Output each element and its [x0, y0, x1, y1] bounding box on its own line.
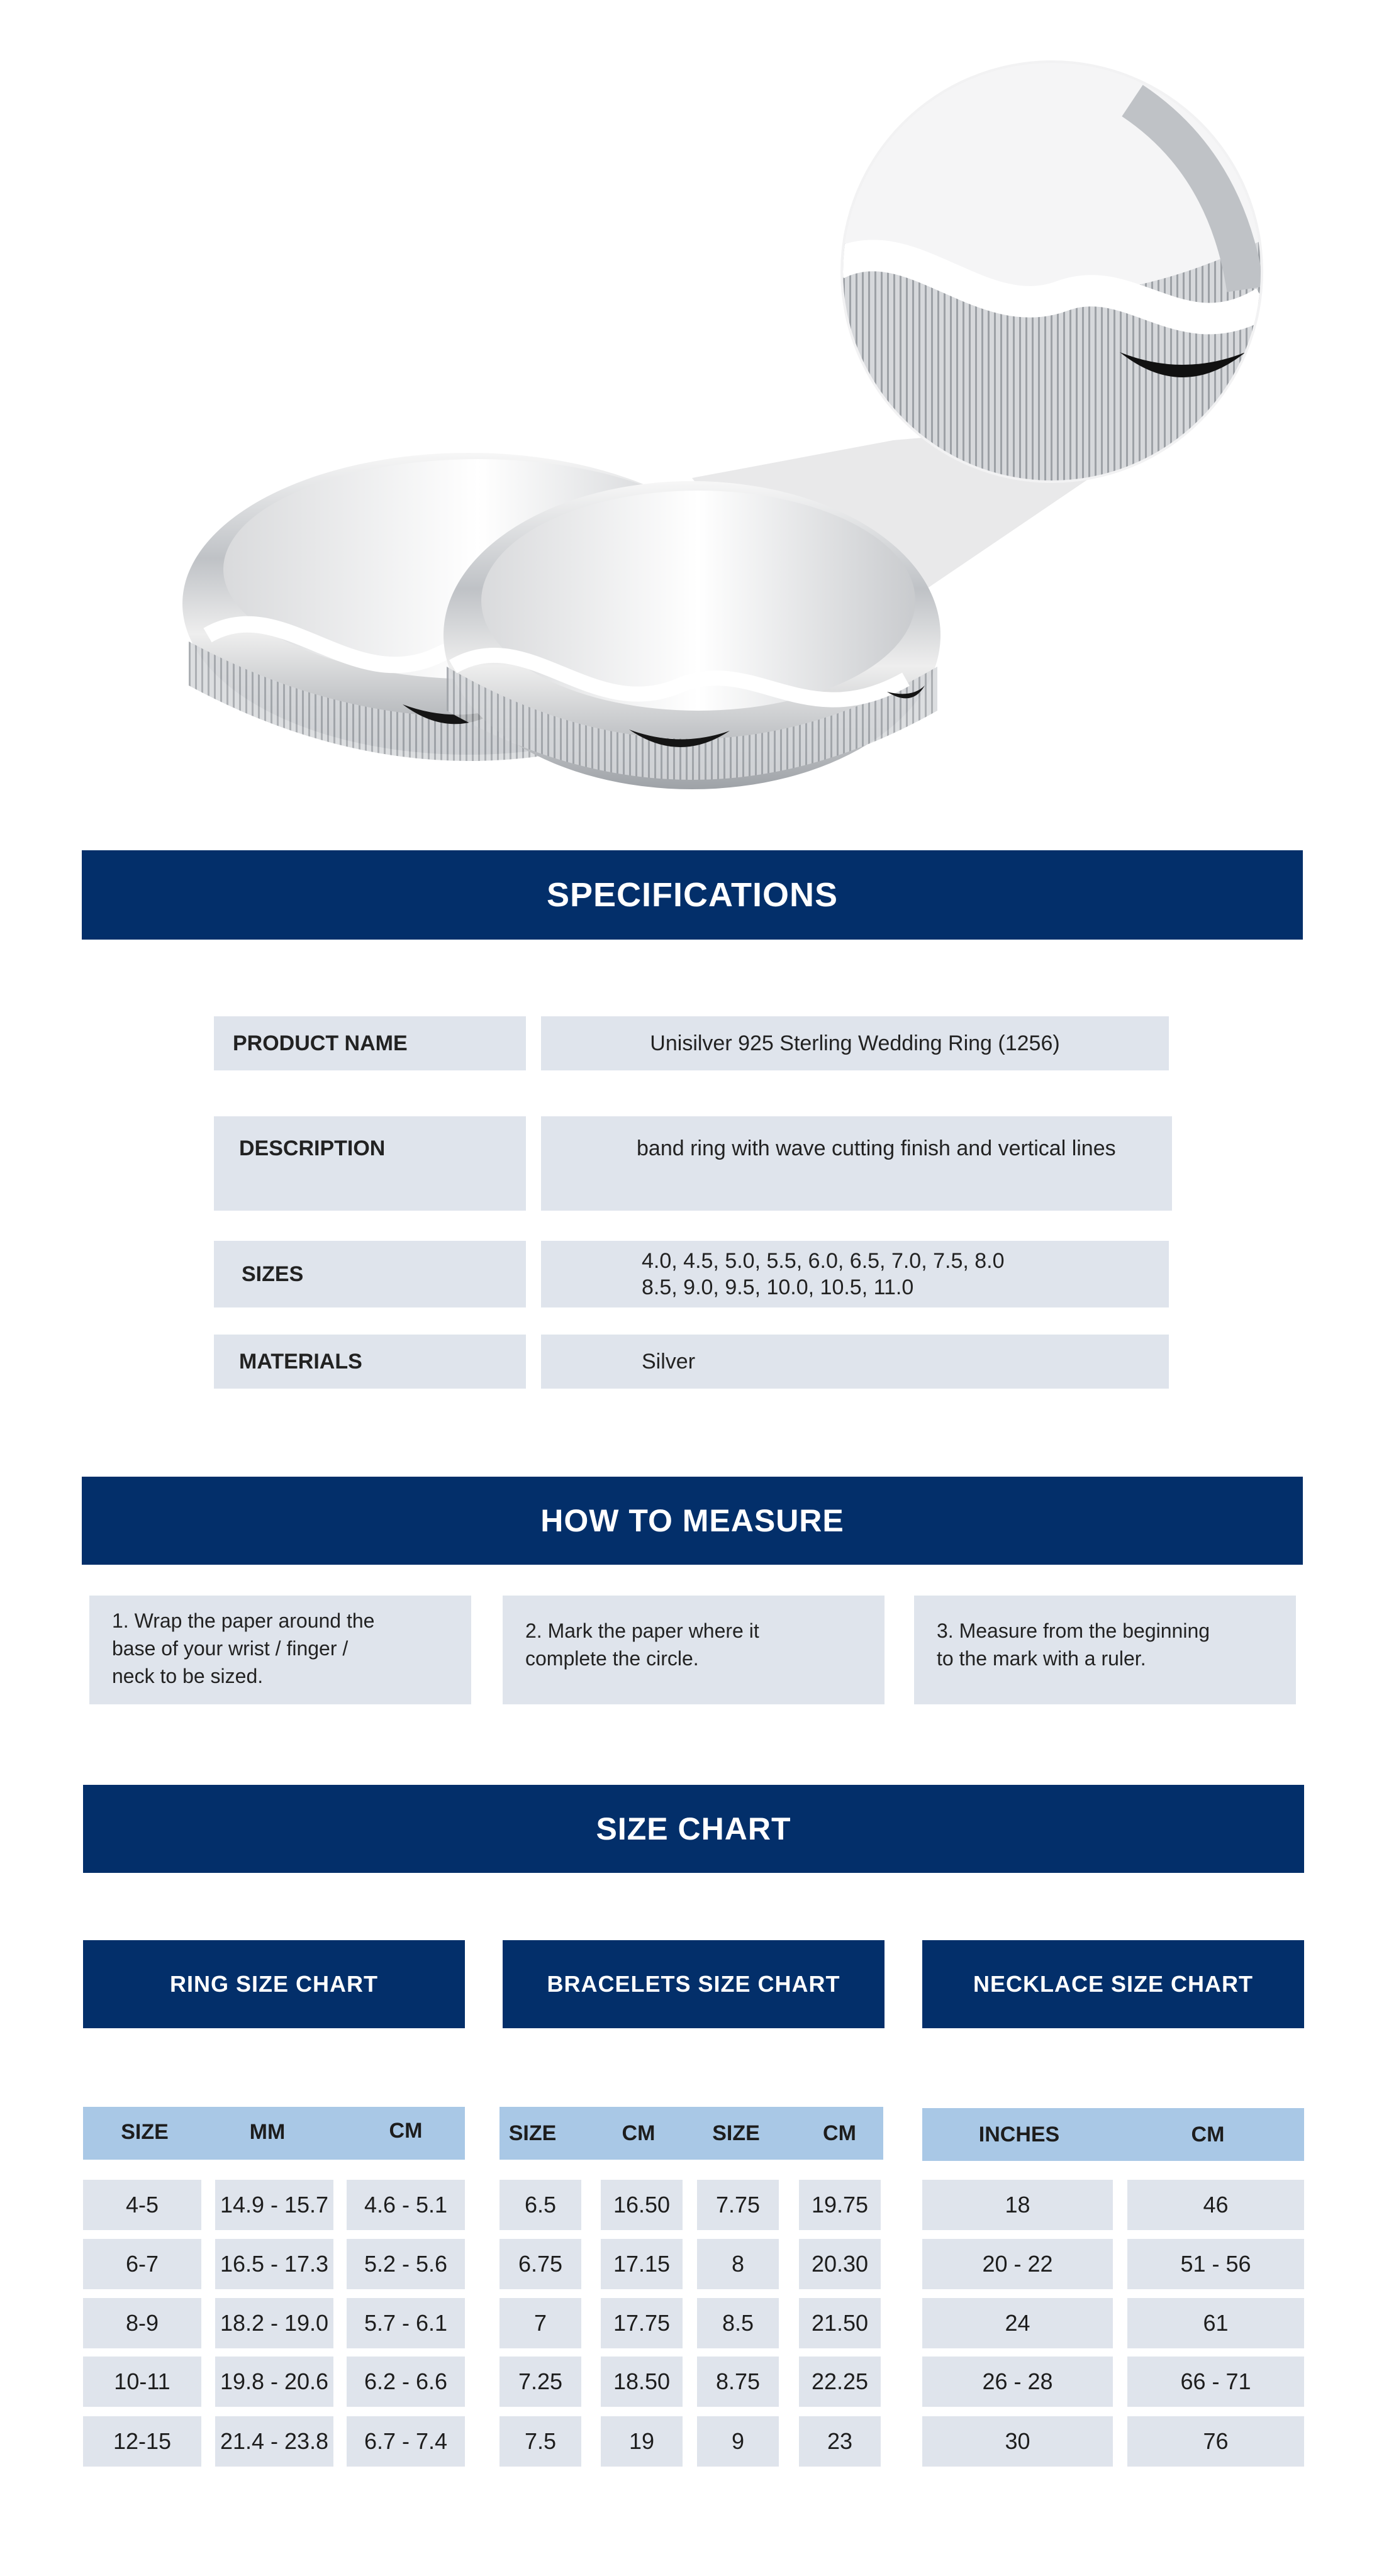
- necklace-cell: 46: [1127, 2180, 1304, 2230]
- bracelet-cell: 21.50: [799, 2298, 881, 2348]
- necklace-cell: 30: [922, 2416, 1113, 2467]
- necklace-cell: 76: [1127, 2416, 1304, 2467]
- bracelet-cell: 8.5: [697, 2298, 779, 2348]
- bracelet-cell: 6.5: [499, 2180, 581, 2230]
- ring-cell: 4-5: [83, 2180, 201, 2230]
- spec-value-text: Unisilver 925 Sterling Wedding Ring (1256): [650, 1031, 1060, 1055]
- bracelet-cell: 19.75: [799, 2180, 881, 2230]
- bracelet-cell: 6.75: [499, 2239, 581, 2289]
- spec-value-text: band ring with wave cutting finish and vertical lines: [637, 1136, 1116, 1160]
- step-line: 1. Wrap the paper around the: [112, 1609, 375, 1632]
- step-line: base of your wrist / finger /: [112, 1637, 349, 1660]
- spec-value-text: Silver: [642, 1349, 696, 1374]
- ring-cell: 21.4 - 23.8: [215, 2416, 333, 2467]
- bracelet-cell: 23: [799, 2416, 881, 2467]
- specifications-banner: SPECIFICATIONS: [82, 850, 1303, 940]
- bracelets-header-size-2: SIZE: [712, 2121, 760, 2145]
- ring-cell: 4.6 - 5.1: [347, 2180, 465, 2230]
- necklace-cell: 51 - 56: [1127, 2239, 1304, 2289]
- measure-step-1: [89, 1596, 471, 1704]
- bracelet-cell: 17.15: [601, 2239, 683, 2289]
- bracelet-cell: 8.75: [697, 2357, 779, 2407]
- spec-value-description: [541, 1116, 1172, 1211]
- necklace-header-cm: CM: [1191, 2122, 1225, 2146]
- bracelet-cell: 7: [499, 2298, 581, 2348]
- ring-cell: 8-9: [83, 2298, 201, 2348]
- size-chart-banner: SIZE CHART: [83, 1785, 1304, 1873]
- bracelet-cell: 22.25: [799, 2357, 881, 2407]
- bracelet-cell: 7.75: [697, 2180, 779, 2230]
- necklace-cell: 18: [922, 2180, 1113, 2230]
- ring-cell: 6.7 - 7.4: [347, 2416, 465, 2467]
- necklace-header-inches: INCHES: [978, 2122, 1060, 2146]
- ring-header-size: SIZE: [121, 2119, 169, 2144]
- ring-header-mm: MM: [249, 2119, 286, 2144]
- bracelet-cell: 9: [697, 2416, 779, 2467]
- step-line: to the mark with a ruler.: [937, 1647, 1146, 1670]
- necklace-cell: 66 - 71: [1127, 2357, 1304, 2407]
- bracelet-cell: 7.5: [499, 2416, 581, 2467]
- step-line: 3. Measure from the beginning: [937, 1619, 1210, 1642]
- measure-step-2: [503, 1596, 885, 1704]
- bracelet-cell: 8: [697, 2239, 779, 2289]
- spec-value-product-name: [541, 1016, 1169, 1070]
- spec-label-description: DESCRIPTION: [214, 1116, 526, 1211]
- ring-cell: 12-15: [83, 2416, 201, 2467]
- ring-cell: 6.2 - 6.6: [347, 2357, 465, 2407]
- necklace-cell: 24: [922, 2298, 1113, 2348]
- how-to-measure-banner: HOW TO MEASURE: [82, 1477, 1303, 1565]
- necklace-cell: 26 - 28: [922, 2357, 1113, 2407]
- ring-illustration-front: [444, 481, 940, 789]
- bracelet-cell: 19: [601, 2416, 683, 2467]
- ring-cell: 16.5 - 17.3: [215, 2239, 333, 2289]
- ring-header-cm: CM: [389, 2118, 423, 2143]
- step-line: complete the circle.: [525, 1647, 699, 1670]
- ring-cell: 5.7 - 6.1: [347, 2298, 465, 2348]
- spec-value-line: 8.5, 9.0, 9.5, 10.0, 10.5, 11.0: [642, 1275, 914, 1299]
- ring-cell: 5.2 - 5.6: [347, 2239, 465, 2289]
- product-image: [0, 0, 1384, 818]
- bracelet-cell: 18.50: [601, 2357, 683, 2407]
- ring-size-chart-title: RING SIZE CHART: [83, 1940, 465, 2028]
- necklace-cell: 20 - 22: [922, 2239, 1113, 2289]
- bracelets-size-chart-title: BRACELETS SIZE CHART: [503, 1940, 885, 2028]
- ring-cell: 14.9 - 15.7: [215, 2180, 333, 2230]
- ring-cell: 6-7: [83, 2239, 201, 2289]
- bracelets-header-cm-2: CM: [823, 2121, 856, 2145]
- step-line: neck to be sized.: [112, 1665, 264, 1687]
- spec-value-line: 4.0, 4.5, 5.0, 5.5, 6.0, 6.5, 7.0, 7.5, 8.0: [642, 1249, 1005, 1273]
- bracelet-cell: 17.75: [601, 2298, 683, 2348]
- spec-value-sizes: [541, 1241, 1169, 1307]
- bracelet-cell: 20.30: [799, 2239, 881, 2289]
- step-line: 2. Mark the paper where it: [525, 1619, 759, 1642]
- necklace-size-chart-title: NECKLACE SIZE CHART: [922, 1940, 1304, 2028]
- spec-label-product-name: PRODUCT NAME: [214, 1016, 526, 1070]
- ring-cell: 10-11: [83, 2357, 201, 2407]
- ring-cell: 19.8 - 20.6: [215, 2357, 333, 2407]
- spec-value-materials: [541, 1335, 1169, 1389]
- spec-label-materials: MATERIALS: [214, 1335, 526, 1389]
- bracelets-header-size: SIZE: [508, 2121, 557, 2145]
- ring-cell: 18.2 - 19.0: [215, 2298, 333, 2348]
- spec-label-sizes: SIZES: [214, 1241, 526, 1307]
- bracelets-header-cm: CM: [622, 2121, 656, 2145]
- necklace-cell: 61: [1127, 2298, 1304, 2348]
- bracelet-cell: 16.50: [601, 2180, 683, 2230]
- measure-step-3: [914, 1596, 1296, 1704]
- bracelet-cell: 7.25: [499, 2357, 581, 2407]
